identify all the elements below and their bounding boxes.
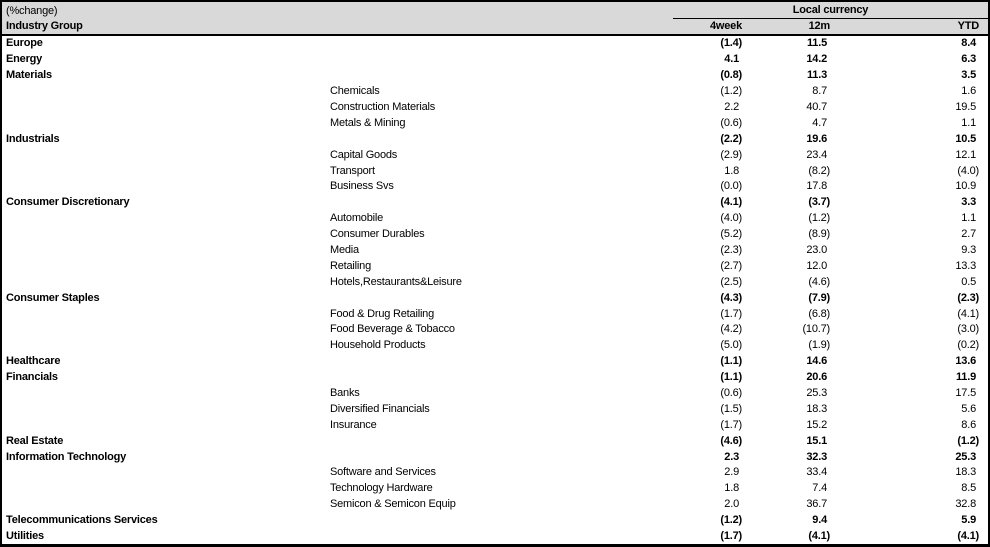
header-row-top (2, 2, 988, 19)
value-cell: 11.5 (806, 37, 827, 50)
value-cell: 32.3 (806, 450, 827, 463)
value-cell: 2.2 (724, 101, 739, 113)
value-cell: 2.9 (724, 466, 739, 479)
value-cell: (1.2) (808, 212, 830, 225)
industry-label: Construction Materials (330, 101, 436, 113)
value-cell: (4.0) (720, 212, 742, 225)
value-cell: 3.3 (961, 196, 976, 209)
value-cell: (0.6) (720, 116, 742, 129)
value-cell: (1.7) (720, 307, 742, 320)
industry-label: Software and Services (330, 466, 436, 479)
table-row (2, 274, 988, 290)
value-cell: 6.3 (961, 53, 976, 66)
value-cell: (2.2) (720, 132, 742, 145)
value-cell: (7.9) (808, 291, 830, 304)
table-row (2, 322, 988, 338)
value-cell: 18.3 (806, 402, 827, 415)
table-body (2, 36, 988, 545)
value-cell: 23.0 (806, 244, 827, 257)
value-cell: 9.3 (961, 244, 976, 257)
table-row (2, 147, 988, 163)
table-row (2, 179, 988, 195)
value-cell: 8.5 (961, 482, 976, 495)
value-cell: 5.9 (961, 514, 976, 527)
value-cell: 36.7 (806, 498, 827, 511)
table-row (2, 433, 988, 449)
value-cell: (3.7) (808, 196, 830, 209)
value-cell: 1.8 (724, 164, 739, 177)
value-cell: 18.3 (955, 466, 976, 479)
value-cell: (4.6) (808, 275, 830, 288)
industry-label: Semicon & Semicon Equip (330, 498, 456, 511)
value-cell: 25.3 (806, 387, 827, 400)
industry-label: Household Products (330, 339, 426, 352)
industry-label: Real Estate (6, 434, 64, 447)
table-row (2, 210, 988, 226)
industry-label: Media (330, 244, 359, 257)
value-cell: (3.0) (957, 323, 979, 336)
value-cell: (0.6) (720, 387, 742, 400)
value-cell: 11.3 (806, 69, 827, 82)
value-cell: 13.3 (955, 259, 976, 272)
value-cell: 8.6 (961, 418, 976, 431)
value-cell: (1.2) (957, 434, 979, 447)
value-cell: 13.6 (955, 355, 976, 368)
value-cell: 15.1 (806, 434, 827, 447)
table-row (2, 385, 988, 401)
value-cell: (2.3) (720, 244, 742, 257)
table-row (2, 163, 988, 179)
pct-change-label: (%change) (6, 4, 58, 17)
industry-label: Transport (330, 164, 375, 177)
value-cell: (6.8) (808, 307, 830, 320)
value-cell: 17.5 (955, 387, 976, 400)
value-cell: 5.6 (961, 402, 976, 415)
industry-label: Technology Hardware (330, 482, 433, 495)
value-cell: (2.7) (720, 259, 742, 272)
value-cell: 10.5 (955, 132, 976, 145)
table-header (2, 2, 988, 36)
industry-group-header: Industry Group (6, 20, 83, 32)
table-row (2, 353, 988, 369)
value-cell: (1.2) (720, 514, 742, 527)
value-cell: 1.1 (961, 212, 976, 225)
table-row (2, 369, 988, 385)
value-cell: 4.7 (812, 116, 827, 129)
value-cell: (4.1) (957, 530, 979, 543)
table-row (2, 417, 988, 433)
industry-label: Materials (6, 69, 52, 82)
industry-label: Utilities (6, 530, 44, 543)
value-cell: (2.9) (720, 148, 742, 161)
table-row (2, 290, 988, 306)
table-row (2, 306, 988, 322)
industry-label: Hotels,Restaurants&Leisure (330, 275, 462, 288)
industry-label: Business Svs (330, 180, 394, 193)
industry-label: Capital Goods (330, 148, 398, 161)
industry-label: Banks (330, 387, 360, 400)
table-row (2, 131, 988, 147)
value-cell: 11.9 (955, 371, 976, 384)
value-cell: (5.2) (720, 228, 742, 241)
industry-label: Consumer Discretionary (6, 196, 130, 209)
industry-label: Automobile (330, 212, 384, 225)
value-cell: 14.6 (806, 355, 827, 368)
value-cell: (2.5) (720, 275, 742, 288)
value-cell: 1.1 (961, 116, 976, 129)
table-row (2, 115, 988, 131)
table-row (2, 496, 988, 512)
value-cell: (1.1) (720, 355, 742, 368)
col-header-4week: 4week (709, 20, 742, 32)
industry-label: Retailing (330, 259, 372, 272)
local-currency-header: Local currency (673, 2, 988, 19)
table-row (2, 83, 988, 99)
table-row (2, 401, 988, 417)
industry-label: Industrials (6, 132, 60, 145)
value-cell: 2.0 (724, 498, 739, 511)
industry-label: Europe (6, 37, 43, 50)
value-cell: 0.5 (961, 275, 976, 288)
table-row (2, 337, 988, 353)
value-cell: 12.0 (806, 259, 827, 272)
value-cell: 32.8 (955, 498, 976, 511)
industry-label: Financials (6, 371, 58, 384)
value-cell: 9.4 (812, 514, 827, 527)
value-cell: 7.4 (812, 482, 827, 495)
industry-label: Information Technology (6, 450, 127, 463)
table-row (2, 242, 988, 258)
value-cell: (4.1) (720, 196, 742, 209)
value-cell: 2.7 (961, 228, 976, 241)
value-cell: 19.6 (806, 132, 827, 145)
industry-label: Food & Drug Retailing (330, 307, 435, 320)
value-cell: (0.2) (957, 339, 979, 352)
value-cell: (1.9) (808, 339, 830, 352)
value-cell: 1.8 (724, 482, 739, 495)
value-cell: (4.2) (720, 323, 742, 336)
value-cell: (1.2) (720, 85, 742, 98)
value-cell: (0.8) (720, 69, 742, 82)
value-cell: 8.4 (961, 37, 976, 50)
table-row (2, 480, 988, 496)
value-cell: 20.6 (806, 371, 827, 384)
table-row (2, 449, 988, 465)
industry-label: Energy (6, 53, 43, 66)
value-cell: (8.2) (808, 164, 830, 177)
value-cell: (0.0) (720, 180, 742, 193)
industry-label: Healthcare (6, 355, 61, 368)
industry-label: Consumer Staples (6, 291, 100, 304)
table-row (2, 528, 988, 544)
industry-label: Consumer Durables (330, 228, 425, 241)
table-row (2, 226, 988, 242)
value-cell: (5.0) (720, 339, 742, 352)
industry-label: Telecommunications Services (6, 514, 158, 527)
value-cell: 10.9 (955, 180, 976, 193)
industry-label: Insurance (330, 418, 377, 431)
value-cell: (1.1) (720, 371, 742, 384)
value-cell: 12.1 (955, 148, 976, 161)
value-cell: (2.3) (957, 291, 979, 304)
value-cell: (1.4) (720, 37, 742, 50)
industry-label: Metals & Mining (330, 116, 406, 129)
value-cell: (1.7) (720, 530, 742, 543)
value-cell: 40.7 (806, 101, 827, 113)
value-cell: 2.3 (724, 450, 739, 463)
table-row (2, 258, 988, 274)
table-row (2, 99, 988, 115)
header-row-columns (2, 19, 988, 33)
industry-label: Food Beverage & Tobacco (330, 323, 455, 336)
col-header-12m: 12m (808, 20, 830, 32)
value-cell: 17.8 (806, 180, 827, 193)
value-cell: 3.5 (961, 69, 976, 82)
table-row (2, 465, 988, 481)
value-cell: 15.2 (806, 418, 827, 431)
value-cell: (4.3) (720, 291, 742, 304)
value-cell: (10.7) (802, 323, 830, 336)
value-cell: 33.4 (806, 466, 827, 479)
value-cell: (1.7) (720, 418, 742, 431)
value-cell: 25.3 (955, 450, 976, 463)
value-cell: (1.5) (720, 402, 742, 415)
value-cell: 4.1 (724, 53, 739, 66)
value-cell: (4.1) (808, 530, 830, 543)
value-cell: 1.6 (961, 85, 976, 98)
table-row (2, 36, 988, 52)
value-cell: (8.9) (808, 228, 830, 241)
value-cell: (4.1) (957, 307, 979, 320)
value-cell: 8.7 (812, 85, 827, 98)
industry-label: Chemicals (330, 85, 380, 98)
table-row (2, 51, 988, 67)
value-cell: (4.0) (957, 164, 979, 177)
value-cell: (4.6) (720, 434, 742, 447)
industry-label: Diversified Financials (330, 402, 430, 415)
value-cell: 23.4 (806, 148, 827, 161)
col-header-ytd: YTD (957, 20, 979, 32)
table-row (2, 512, 988, 528)
value-cell: 19.5 (955, 101, 976, 113)
value-cell: 14.2 (806, 53, 827, 66)
table-row (2, 194, 988, 210)
table-row (2, 67, 988, 83)
